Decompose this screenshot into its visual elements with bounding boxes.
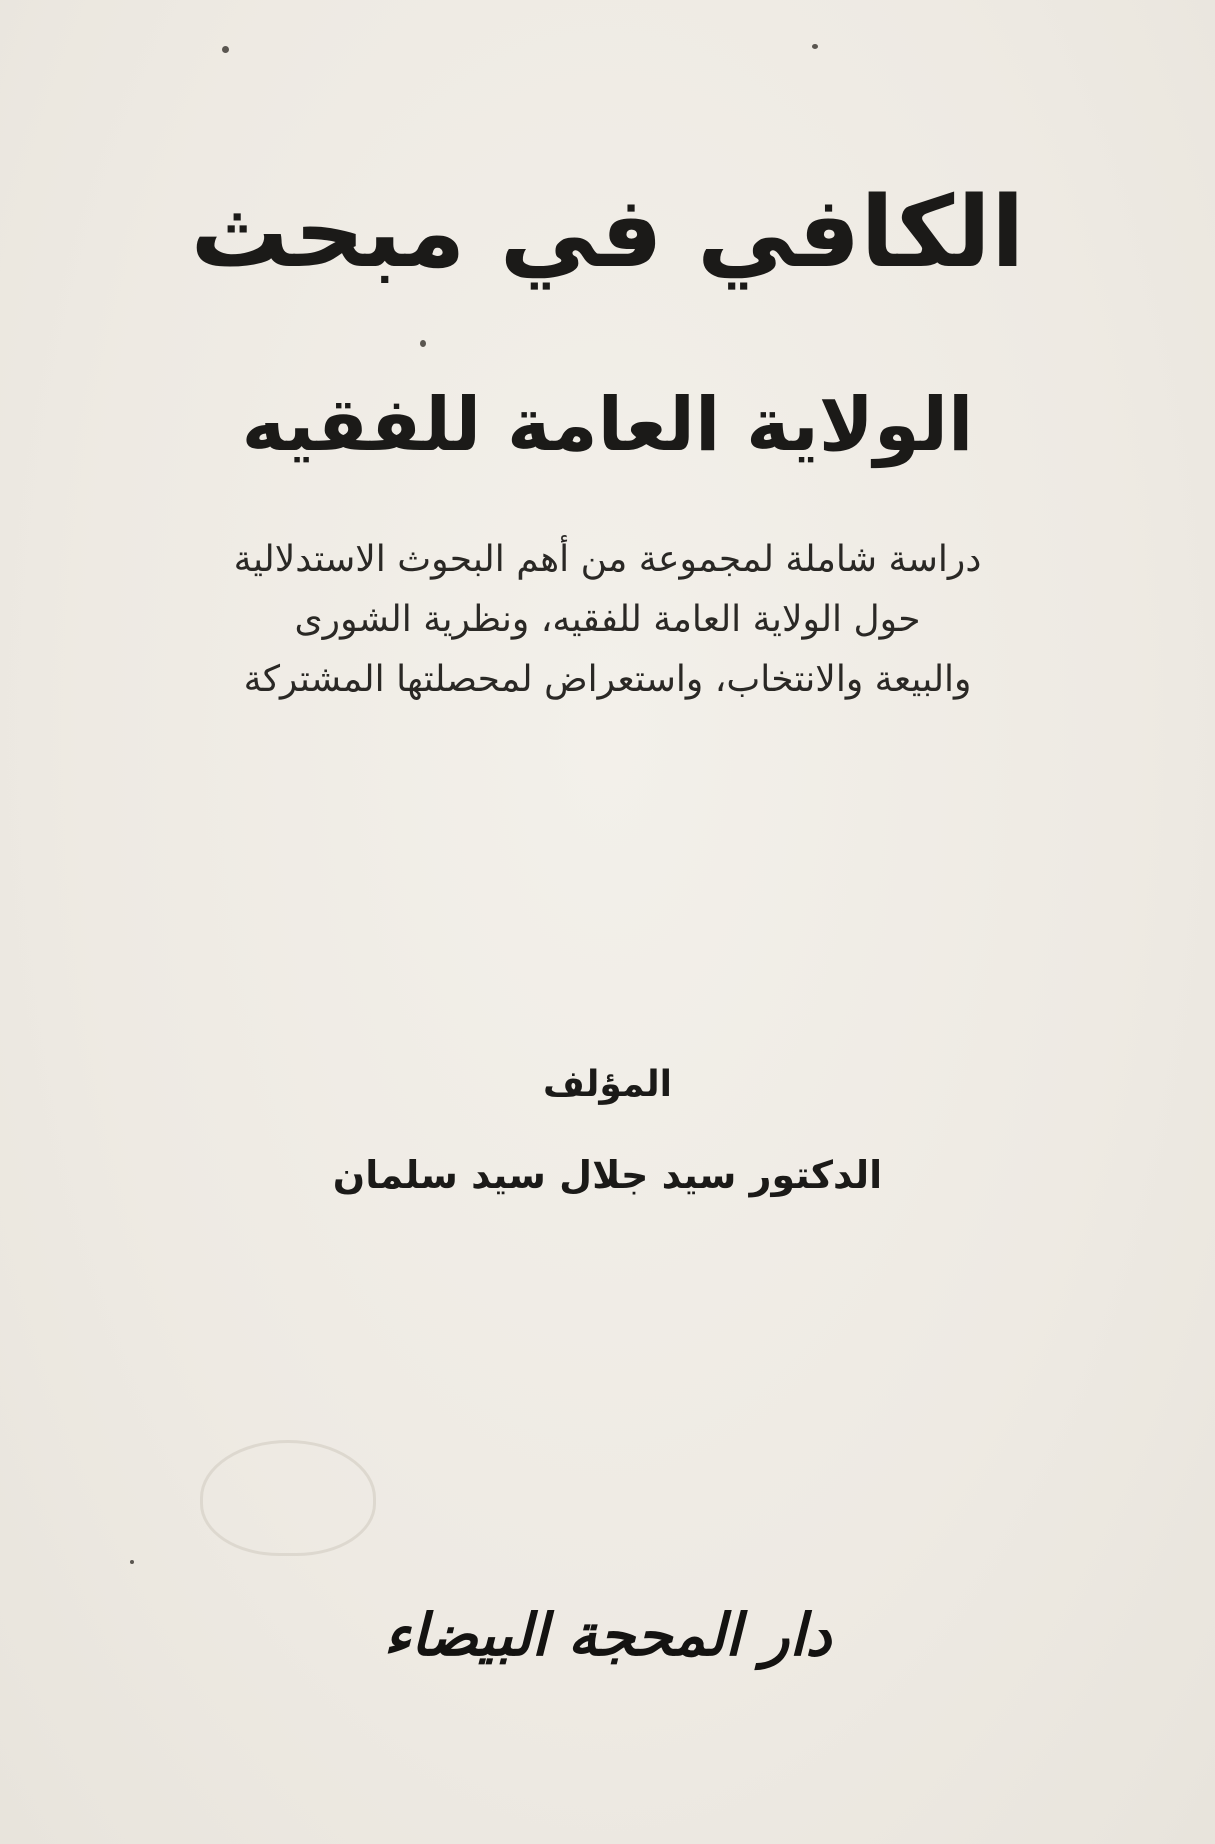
paper-speck <box>222 46 229 53</box>
author-name: الدكتور سيد جلال سيد سلمان <box>332 1153 883 1197</box>
subtitle-line-1: دراسة شاملة لمجموعة من أهم البحوث الاستدلالية <box>233 539 982 580</box>
title-line-1: الكافي في مبحث <box>190 176 1025 290</box>
author-label: المؤلف <box>543 1064 672 1105</box>
subtitle-line-2: حول الولاية العامة للفقيه، ونظرية الشورى <box>294 599 921 640</box>
paper-speck <box>812 44 818 49</box>
title-line-2: الولاية العامة للفقيه <box>241 382 974 468</box>
publisher-logo: دار المحجة البيضاء <box>383 1601 832 1669</box>
subtitle-line-3: والبيعة والانتخاب، واستعراض لمحصلتها المشتركة <box>243 659 972 700</box>
paper-speck <box>130 1560 134 1564</box>
bleed-through-seal <box>200 1440 376 1556</box>
paper-speck <box>420 340 426 347</box>
subtitle-block <box>0 530 1215 710</box>
